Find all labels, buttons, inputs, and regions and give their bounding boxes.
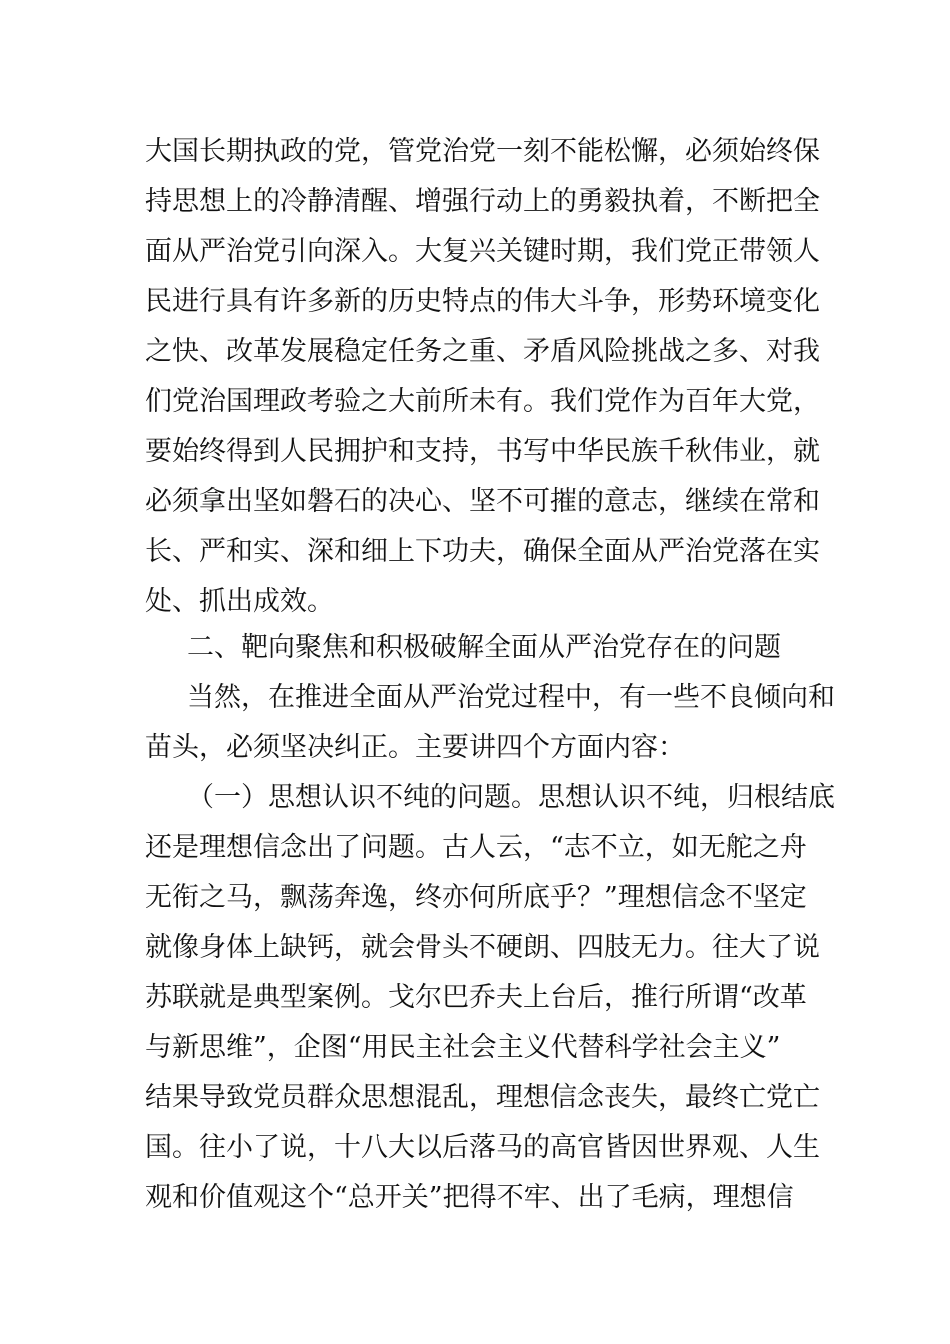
text-line: 还是理想信念出了问题。古人云，“志不立，如无舵之舟	[145, 832, 807, 863]
text-line: 面从严治党引向深入。大复兴关键时期，我们党正带领人	[145, 236, 820, 267]
text-line: 观和价值观这个“总开关”把得不牢、出了毛病，理想信	[145, 1182, 794, 1213]
text-line: 大国长期执政的党，管党治党一刻不能松懈，必须始终保	[145, 136, 820, 167]
text-line: 持思想上的冷静清醒、增强行动上的勇毅执着，不断把全	[145, 186, 820, 217]
text-line: 处、抓出成效。	[145, 586, 334, 617]
text-line: 必须拿出坚如磐石的决心、坚不可摧的意志，继续在常和	[145, 486, 820, 517]
text-line: 苗头，必须坚决纠正。主要讲四个方面内容：	[145, 732, 685, 763]
text-line: 长、严和实、深和细上下功夫，确保全面从严治党落在实	[145, 536, 820, 567]
paragraph-first-line: 当然，在推进全面从严治党过程中，有一些不良倾向和	[187, 682, 835, 713]
text-line: 结果导致党员群众思想混乱，理想信念丧失，最终亡党亡	[145, 1082, 820, 1113]
subsection-first-line: （一）思想认识不纯的问题。思想认识不纯，归根结底	[187, 782, 835, 813]
text-line: 之快、改革发展稳定任务之重、矛盾风险挑战之多、对我	[145, 336, 820, 367]
text-line: 要始终得到人民拥护和支持，书写中华民族千秋伟业，就	[145, 436, 820, 467]
text-line: 无衔之马，飘荡奔逸，终亦何所底乎？”理想信念不坚定	[145, 882, 807, 913]
text-line: 苏联就是典型案例。戈尔巴乔夫上台后，推行所谓“改革	[145, 982, 807, 1013]
text-line: 们党治国理政考验之大前所未有。我们党作为百年大党，	[145, 386, 820, 417]
section-heading: 二、靶向聚焦和积极破解全面从严治党存在的问题	[187, 632, 781, 663]
text-line: 就像身体上缺钙，就会骨头不硬朗、四肢无力。往大了说	[145, 932, 820, 963]
text-line: 国。往小了说，十八大以后落马的高官皆因世界观、人生	[145, 1132, 820, 1163]
text-line: 民进行具有许多新的历史特点的伟大斗争，形势环境变化	[145, 286, 820, 317]
text-line: 与新思维”，企图“用民主社会主义代替科学社会主义”	[145, 1032, 781, 1063]
